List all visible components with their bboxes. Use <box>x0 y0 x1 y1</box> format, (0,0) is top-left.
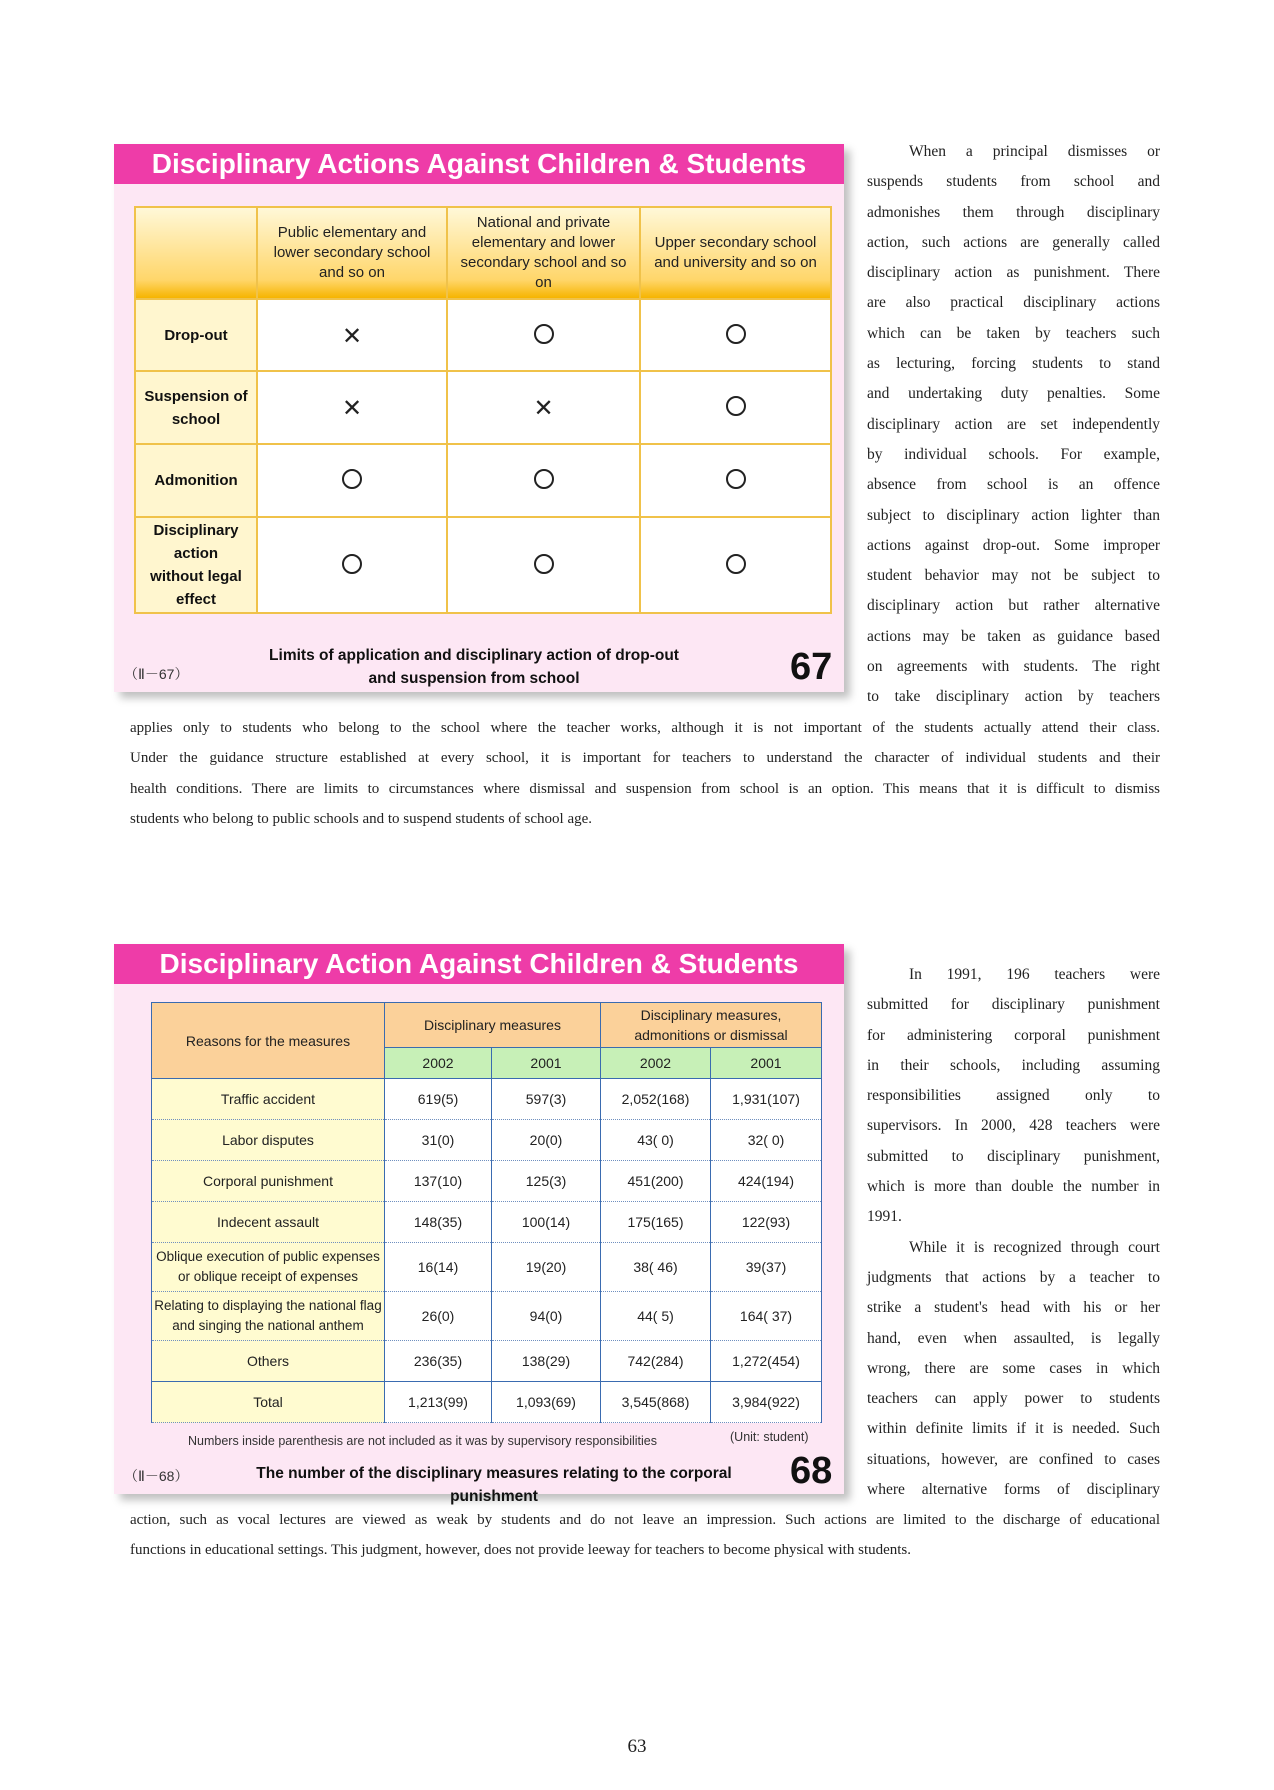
year-header: 2002 <box>601 1048 711 1079</box>
row-label: Disciplinary action without legal effect <box>135 517 257 613</box>
table-row: Others 236(35) 138(29) 742(284) 1,272(454) <box>152 1341 822 1382</box>
corporal-punishment-table <box>151 1002 822 1423</box>
cross-mark: ✕ <box>257 299 447 371</box>
table-note: Numbers inside parenthesis are not included as it was by supervisory responsibilities <box>188 1434 657 1448</box>
disciplinary-action-table <box>134 206 832 614</box>
table-row <box>135 371 831 444</box>
figure-caption: Limits of application and disciplinary action of drop-out and suspension from school <box>269 647 679 687</box>
table-row: Labor disputes 31(0) 20(0) 43( 0) 32( 0) <box>152 1120 822 1161</box>
header-disciplinary-measures: Disciplinary measures <box>385 1003 601 1048</box>
header-reasons: Reasons for the measures <box>152 1003 385 1079</box>
year-header: 2001 <box>492 1048 601 1079</box>
circle-mark <box>640 371 831 444</box>
table-row: Oblique execution of public expenses or oblique receipt of expenses 16(14) 19(20) 38( 46) 39(37) <box>152 1243 822 1292</box>
column-header: National and private elementary and lower secondary school and so on <box>447 207 640 299</box>
panel-disciplinary-actions-67 <box>114 144 844 692</box>
cross-mark: ✕ <box>257 371 447 444</box>
cross-mark: ✕ <box>447 371 640 444</box>
paragraph-corporal-punishment: In 1991, 196 teachers were submitted for disciplinary punishment for administering corporal punishment in their schools, including assuming responsibilities assigned only to supervisors. In 2000, 428 teachers were submitted to disciplinary punishment, which is more than double the number in 1991. While it is recognized through court judgments that actions by a teacher to strike a student's head with his or her hand, even when assaulted, is legally wrong, there are some cases in which teachers can apply power to students within definite limits if it is needed. Such situations, however, are confined to cases where alternative forms of disciplinary <box>867 966 1160 1499</box>
table-row: Indecent assault 148(35) 100(14) 175(165) 122(93) <box>152 1202 822 1243</box>
circle-mark <box>640 517 831 613</box>
table-row <box>135 444 831 517</box>
table-row: Corporal punishment 137(10) 125(3) 451(200) 424(194) <box>152 1161 822 1202</box>
table-row: Traffic accident 619(5) 597(3) 2,052(168) 1,931(107) <box>152 1079 822 1120</box>
circle-mark <box>447 444 640 517</box>
circle-mark <box>447 517 640 613</box>
circle-mark <box>257 517 447 613</box>
page-number: 63 <box>627 1736 647 1757</box>
figure-caption: The number of the disciplinary measures relating to the corporal punishment <box>256 1465 732 1505</box>
paragraph-continued-1: applies only to students who belong to the school where the teacher works, although it is not important of the students actually attend their class. Under the guidance structure established at every school, it is important for teachers to understand the character of individual students and their health conditions. There are limits to circumstances where dismissal and suspension from school is an option. This means that it is difficult to dismiss students who belong to public schools and to suspend students of school age. <box>130 720 1160 827</box>
corner-cell <box>135 207 257 299</box>
row-label: Suspension of school <box>135 371 257 444</box>
year-header: 2001 <box>711 1048 822 1079</box>
circle-mark <box>640 444 831 517</box>
row-label: Drop-out <box>135 299 257 371</box>
header-admonitions-dismissal: Disciplinary measures, admonitions or dismissal <box>601 1003 822 1048</box>
figure-reference: （Ⅱ－68） <box>124 1468 189 1484</box>
figure-reference: （Ⅱ－67） <box>124 666 189 682</box>
circle-mark <box>640 299 831 371</box>
figure-number: 68 <box>790 1450 833 1492</box>
column-header: Upper secondary school and university and so on <box>640 207 831 299</box>
column-header: Public elementary and lower secondary school and so on <box>257 207 447 299</box>
panel-disciplinary-action-68 <box>114 944 844 1505</box>
figure-number: 67 <box>790 646 833 688</box>
table-row <box>135 517 831 613</box>
circle-mark <box>257 444 447 517</box>
panel-title: Disciplinary Action Against Children & Students <box>114 944 844 984</box>
table-row <box>135 299 831 371</box>
table-row: Relating to displaying the national flag and singing the national anthem 26(0) 94(0) 44( 5) 164( 37) <box>152 1292 822 1341</box>
row-label: Admonition <box>135 444 257 517</box>
circle-mark <box>447 299 640 371</box>
table-row-total: Total 1,213(99) 1,093(69) 3,545(868) 3,984(922) <box>152 1382 822 1423</box>
panel-title: Disciplinary Actions Against Children & Students <box>114 144 844 184</box>
paragraph-principal-discipline: When a principal dismisses or suspends students from school and admonishes them through disciplinary action, such actions are generally called disciplinary action as punishment. There are also practical disciplinary actions which can be taken by teachers such as lecturing, forcing students to stand and undertaking duty penalties. Some disciplinary action are set independently by individual schools. For example, absence from school is an offence subject to disciplinary action lighter than actions against drop-out. Some improper student behavior may not be subject to disciplinary action but rather alternative actions may be taken as guidance based on agreements with students. The right to take disciplinary action by teachers <box>867 143 1160 706</box>
paragraph-continued-2: action, such as vocal lectures are viewed as weak by students and do not leave an impression. Such actions are limited to the discharge of educational functions in educational settings. This judgment, however, does not provide leeway for teachers to become physical with students. <box>130 1512 1160 1559</box>
year-header: 2002 <box>385 1048 492 1079</box>
table-unit: (Unit: student) <box>730 1430 809 1444</box>
